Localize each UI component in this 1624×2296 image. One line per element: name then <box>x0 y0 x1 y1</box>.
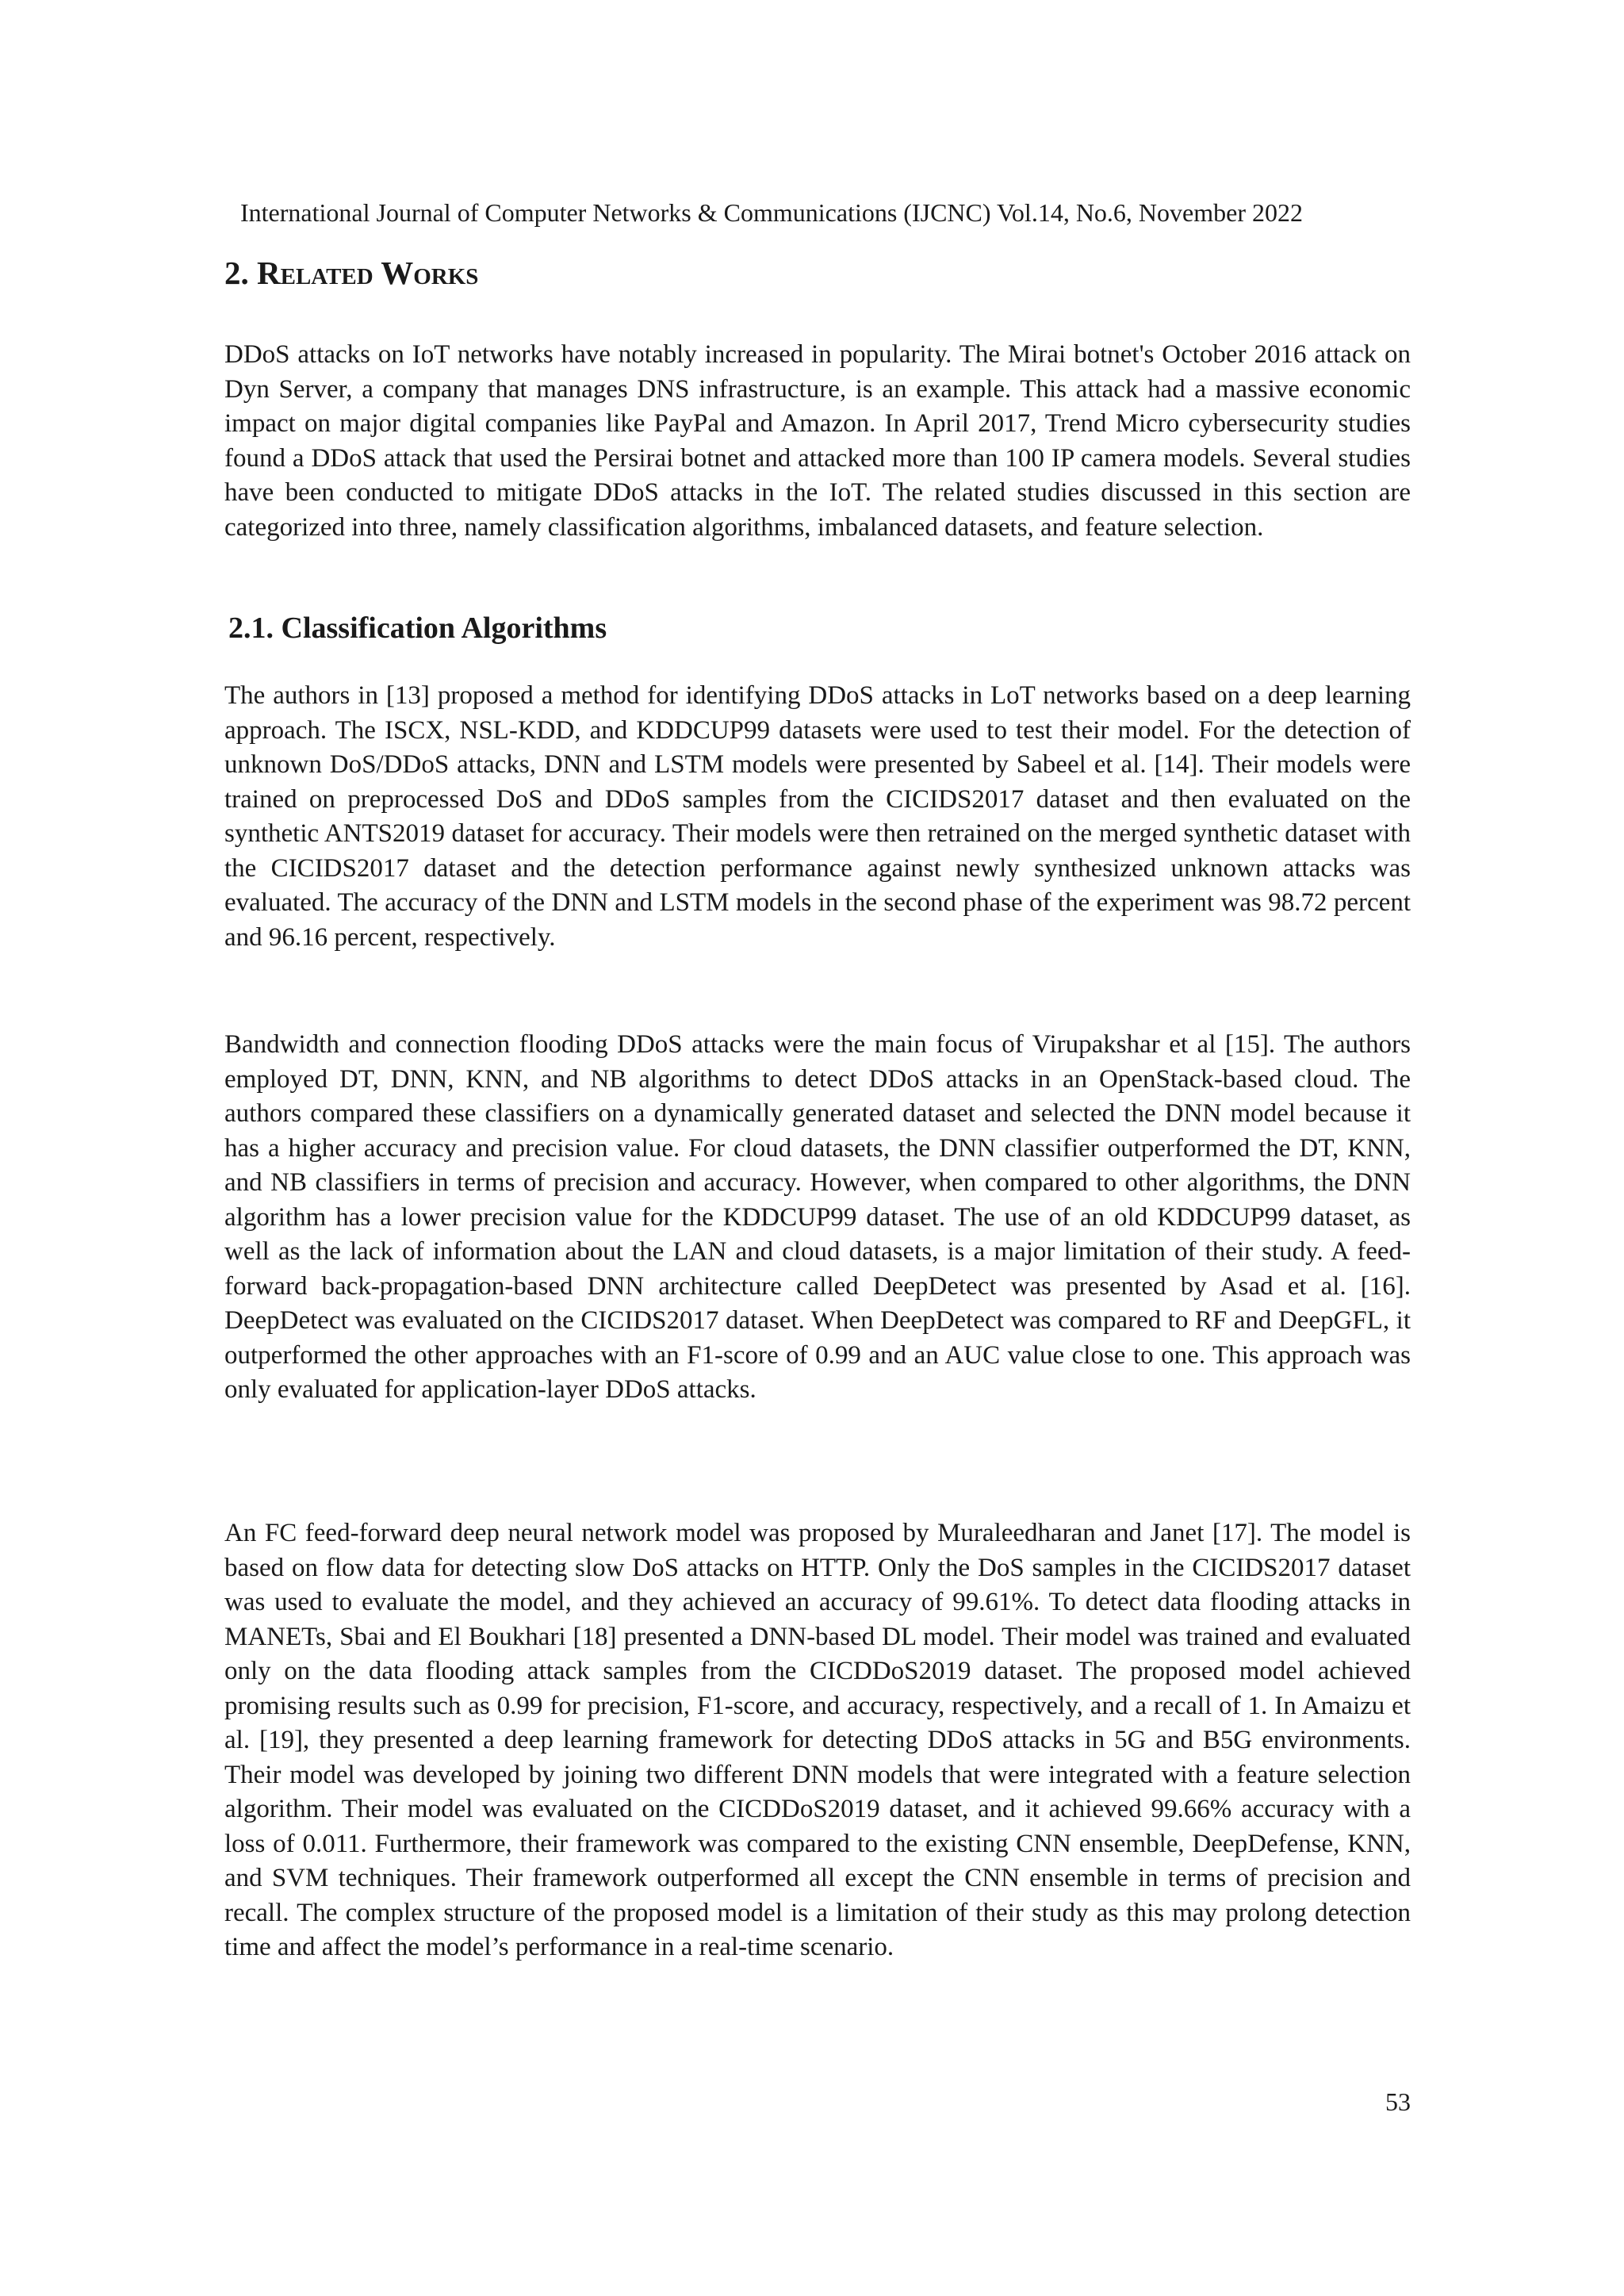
subsection-heading <box>228 608 607 648</box>
subsection-number: 2.1. <box>228 611 274 645</box>
subsection-title: Classification Algorithms <box>281 611 607 645</box>
section-title: Related Works <box>257 255 479 291</box>
paragraph-classification-1: The authors in [13] proposed a method for identifying DDoS attacks in LoT networks based on a deep learning approach. The ISCX, NSL-KDD, and KDDCUP99 datasets were used to test their model. For the detection of unknown DoS/DDoS attacks, DNN and LSTM models were presented by Sabeel et al. [14]. Their models were trained on preprocessed DoS and DDoS samples from the CICIDS2017 dataset and then evaluated on the synthetic ANTS2019 dataset for accuracy. Their models were then retrained on the merged synthetic dataset with the CICIDS2017 dataset and the detection performance against newly synthesized unknown attacks was evaluated. The accuracy of the DNN and LSTM models in the second phase of the experiment was 98.72 percent and 96.16 percent, respectively. <box>224 681 1411 952</box>
page-number: 53 <box>1385 2087 1411 2116</box>
running-header: International Journal of Computer Networks & Communications (IJCNC) Vol.14, No.6, November 2022 <box>240 198 1303 227</box>
section-number: 2. <box>224 255 249 291</box>
paragraph-intro: DDoS attacks on IoT networks have notably increased in popularity. The Mirai botnet's October 2016 attack on Dyn Server, a company that manages DNS infrastructure, is an example. This attack had a massive economic impact on major digital companies like PayPal and Amazon. In April 2017, Trend Micro cybersecurity studies found a DDoS attack that used the Persirai botnet and attacked more than 100 IP camera models. Several studies have been conducted to mitigate DDoS attacks in the IoT. The related studies discussed in this section are categorized into three, namely classification algorithms, imbalanced datasets, and feature selection. <box>224 340 1411 542</box>
paragraph-classification-2: Bandwidth and connection flooding DDoS attacks were the main focus of Virupakshar et al [15]. The authors employed DT, DNN, KNN, and NB algorithms to detect DDoS attacks in an OpenStack-based cloud. The authors compared these classifiers on a dynamically generated dataset and selected the DNN model because it has a higher accuracy and precision value. For cloud datasets, the DNN classifier outperformed the DT, KNN, and NB classifiers in terms of precision and accuracy. However, when compared to other algorithms, the DNN algorithm has a lower precision value for the KDDCUP99 dataset. The use of an old KDDCUP99 dataset, as well as the lack of information about the LAN and cloud datasets, is a major limitation of their study. A feed-forward back-propagation-based DNN architecture called DeepDetect was presented by Asad et al. [16]. DeepDetect was evaluated on the CICIDS2017 dataset. When DeepDetect was compared to RF and DeepGFL, it outperformed the other approaches with an F1-score of 0.99 and an AUC value close to one. This approach was only evaluated for application-layer DDoS attacks. <box>224 1030 1411 1404</box>
section-heading <box>224 252 478 293</box>
paragraph-classification-3: An FC feed-forward deep neural network model was proposed by Muraleedharan and Janet [17]. The model is based on flow data for detecting slow DoS attacks on HTTP. Only the DoS samples in the CICIDS2017 dataset was used to evaluate the model, and they achieved an accuracy of 99.61%. To detect data flooding attacks in MANETs, Sbai and El Boukhari [18] presented a DNN-based DL model. Their model was trained and evaluated only on the data flooding attack samples from the CICDDoS2019 dataset. The proposed model achieved promising results such as 0.99 for precision, F1-score, and accuracy, respectively, and a recall of 1. In Amaizu et al. [19], they presented a deep learning framework for detecting DDoS attacks in 5G and B5G environments. Their model was developed by joining two different DNN models that were integrated with a feature selection algorithm. Their model was evaluated on the CICDDoS2019 dataset, and it achieved 99.66% accuracy with a loss of 0.011. Furthermore, their framework was compared to the existing CNN ensemble, DeepDefense, KNN, and SVM techniques. Their framework outperformed all except the CNN ensemble in terms of precision and recall. The complex structure of the proposed model is a limitation of their study as this may prolong detection time and affect the model’s performance in a real-time scenario. <box>224 1519 1411 1961</box>
